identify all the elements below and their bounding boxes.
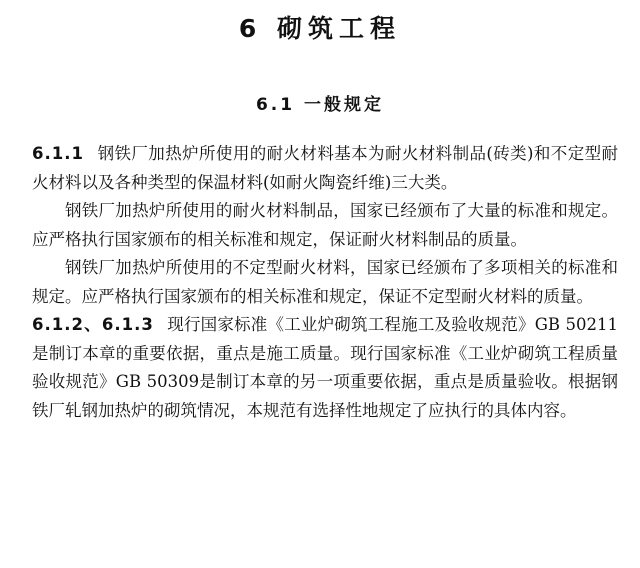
paragraph-text: 钢铁厂加热炉所使用的耐火材料基本为耐火材料制品(砖类)和不定型耐火材料以及各种类型的保温材料(如耐火陶瓷纤维)三大类。 (32, 144, 618, 192)
body-text (32, 140, 618, 425)
clause-number: 6.1.2、6.1.3 (32, 315, 154, 334)
paragraph-text: 钢铁厂加热炉所使用的不定型耐火材料，国家已经颁布了多项相关的标准和规定。应严格执行国家颁布的相关标准和规定，保证不定型耐火材料的质量。 (32, 258, 618, 306)
chapter-title-text: 砌筑工程 (277, 14, 402, 43)
paragraph-text: 现行国家标准《工业炉砌筑工程施工及验收规范》GB 50211是制订本章的重要依据，重点是施工质量。现行国家标准《工业炉砌筑工程质量验收规范》GB 50309是制订本章的另一项重要依据，重点是质量验收。根据钢铁厂轧钢加热炉的砌筑情况，本规范有选择性地规定了应执行的具体内容。 (32, 315, 618, 420)
paragraph-text: 钢铁厂加热炉所使用的耐火材料制品，国家已经颁布了大量的标准和规定。应严格执行国家颁布的相关标准和规定，保证耐火材料制品的质量。 (32, 201, 618, 249)
clause-6-1-2-6-1-3-paragraph (32, 311, 618, 425)
clause-6-1-1-paragraph (32, 140, 618, 197)
section-title (0, 92, 640, 118)
section-title-text: 一般规定 (304, 95, 385, 115)
unshaped-refractory-paragraph (32, 254, 618, 311)
clause-number: 6.1.1 (32, 144, 84, 163)
chapter-title (0, 12, 640, 46)
chapter-number: 6 (238, 14, 263, 43)
section-number: 6.1 (255, 95, 296, 115)
refractory-products-paragraph (32, 197, 618, 254)
